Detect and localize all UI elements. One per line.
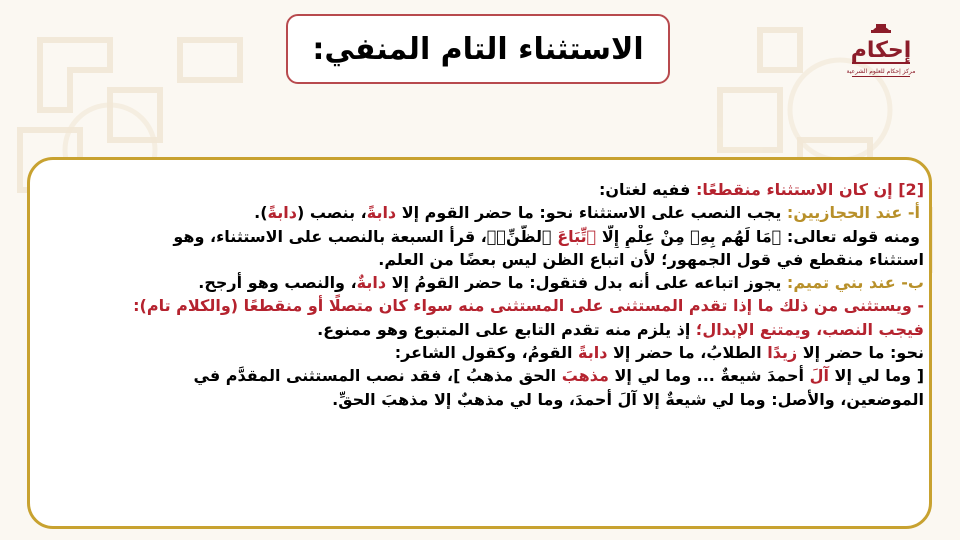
text-line-5 <box>38 271 924 294</box>
text-segment: الموضعين، والأصل: وما لي شيعةٌ إلا آلَ أحمدَ، وما لي مذهبٌ إلا مذهبَ الحقِّ. <box>332 389 924 409</box>
logo-name: إحكام <box>850 38 912 63</box>
text-segment: دابةً <box>578 343 608 363</box>
text-segment: دابةً <box>267 203 297 223</box>
page-title: الاستثناء التام المنفي: <box>312 31 644 67</box>
text-line-6 <box>38 294 924 317</box>
text-segment: مذهبَ <box>561 366 609 386</box>
text-line-9 <box>38 364 924 387</box>
text-segment: آلَ <box>809 366 829 386</box>
text-segment: ومنه قوله تعالى: ﴿مَا لَهُم بِهِۦ مِنْ عِلْمٍ إِلَّا <box>596 226 920 246</box>
text-segment: ففيه لغتان: <box>598 180 691 199</box>
text-segment: زيدًا <box>767 343 798 363</box>
logo-subtitle: مركز إحكام للعلوم الشرعية <box>846 68 916 75</box>
text-segment: [ وما لي إلا <box>828 366 924 386</box>
text-segment: ، بنصب ( <box>296 203 367 223</box>
text-segment: [2] إن كان الاستثناء منقطعًا: <box>690 180 924 199</box>
text-segment: ٱلظَّنِّۚ﴾، قرأ السبعة بالنصب على الاستثناء، وهو <box>173 226 558 246</box>
text-line-7 <box>38 318 924 341</box>
text-segment: ٱتِّبَاعَ <box>557 226 597 246</box>
logo <box>846 24 916 94</box>
text-segment: ب- عند بني تميم: <box>781 273 924 293</box>
text-segment: يجب النصب على الاستثناء نحو: ما حضر القوم إلا <box>396 203 782 223</box>
title-box <box>286 14 670 84</box>
text-segment: يجوز اتباعه على أنه بدل فتقول: ما حضر القومُ إلا <box>386 273 782 293</box>
text-segment: ، والنصب وهو أرجح. <box>198 273 357 293</box>
text-line-10 <box>38 388 924 411</box>
text-line-3 <box>38 225 924 248</box>
text-segment: أحمدَ شيعةٌ ... وما لي إلا <box>608 366 810 386</box>
text-line-8 <box>38 341 924 364</box>
text-segment: الحق مذهبُ ]، فقد نصب المستثنى المقدَّم في <box>193 366 562 386</box>
text-line-2 <box>38 201 924 224</box>
text-segment: فيجب النصب، ويمتنع الإبدال؛ <box>690 319 924 339</box>
text-segment: إذ يلزم منه تقدم التابع على المتبوع وهو ممنوع. <box>317 319 691 339</box>
content-text <box>38 178 924 411</box>
text-segment: نحو: ما حضر إلا <box>797 343 924 363</box>
text-segment: القومُ، وكقول الشاعر: <box>394 343 579 363</box>
text-segment: - ويستثنى من ذلك ما إذا تقدم المستثنى على المستثنى منه سواء كان متصلًا أو منقطعًا (والكلام تام): <box>133 296 924 316</box>
text-segment: دابةٌ <box>356 273 387 293</box>
text-segment: الطلابُ، ما حضر إلا <box>607 343 768 363</box>
text-segment: استثناء منقطع في قول الجمهور؛ لأن اتباع الظن ليس بعضًا من العلم. <box>378 249 924 269</box>
text-line-1 <box>38 178 924 201</box>
text-segment: أ- عند الحجازيين: <box>781 203 920 223</box>
text-segment: دابةً <box>366 203 397 223</box>
text-line-4 <box>38 248 924 271</box>
text-segment: ). <box>254 203 268 223</box>
